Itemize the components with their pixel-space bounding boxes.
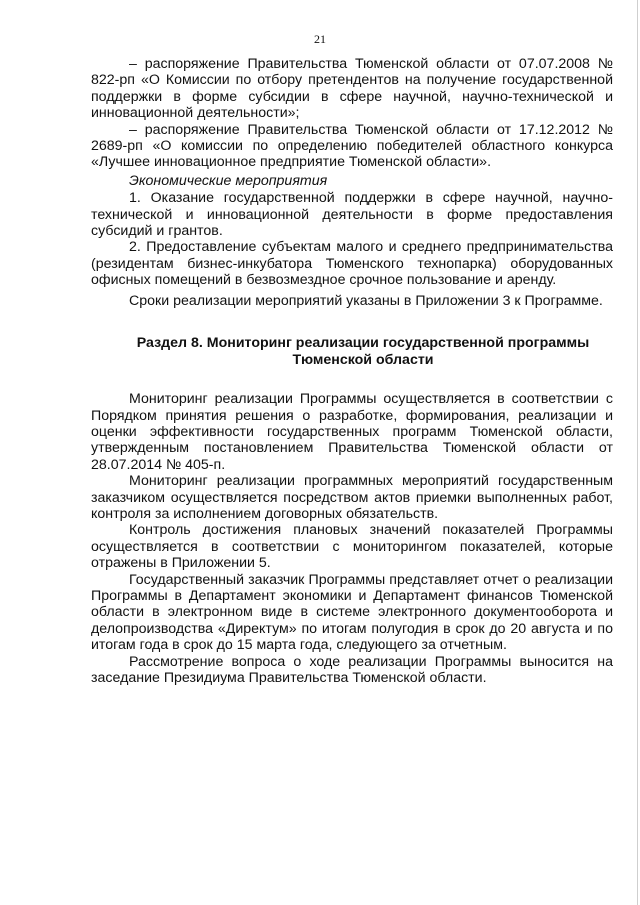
measure-item-1: 1. Оказание государственной поддержки в сфере научной, научно-технической и инновационной деятельности в форме предоставления субсидий и грантов. bbox=[91, 190, 613, 240]
monitoring-paragraph-3: Контроль достижения плановых значений показателей Программы осуществляется в соответствии с мониторингом показателей, которые отражены в Приложении 5. bbox=[91, 522, 613, 572]
monitoring-paragraph-1: Мониторинг реализации Программы осуществляется в соответствии с Порядком принятия решения о разработке, формирования, реализации и оценки эффективности государственных программ Тюменской области, утвержденным постановлением Правительства Тюменской области от 28.07.2014 № 405-п. bbox=[91, 391, 613, 473]
page-edge-line bbox=[637, 0, 638, 905]
economic-measures-heading: Экономические мероприятия bbox=[129, 172, 328, 189]
section-title-line-2: Тюменской области bbox=[292, 352, 434, 369]
page-number: 21 bbox=[314, 32, 326, 46]
monitoring-paragraph-2: Мониторинг реализации программных мероприятий государственным заказчиком осуществляется посредством актов приемки выполненных работ, контроля за исполнением договорных обязательств. bbox=[91, 473, 613, 522]
document-body bbox=[91, 56, 613, 686]
monitoring-paragraph-5: Рассмотрение вопроса о ходе реализации Программы выносится на заседание Президиума Правительства Тюменской области. bbox=[91, 653, 613, 686]
decree-item-2689: – распоряжение Правительства Тюменской области от 17.12.2012 № 2689-рп «О комиссии по определению победителей областного конкурса «Лучшее инновационное предприятие Тюменской области». bbox=[91, 121, 613, 171]
section-8-title bbox=[91, 335, 613, 369]
section-title-line-1: Раздел 8. Мониторинг реализации государственной программы bbox=[136, 335, 590, 352]
monitoring-paragraph-4: Государственный заказчик Программы представляет отчет о реализации Программы в Департамент экономики и Департамент финансов Тюменской области в электронном виде в системе электронного документооборота и делопроизводства «Директум» по итогам полугодия в срок до 20 августа и по итогам года в срок до 15 марта года, следующего за отчетным. bbox=[91, 571, 613, 654]
decree-item-822: – распоряжение Правительства Тюменской области от 07.07.2008 № 822-рп «О Комиссии по отбору претендентов на получение государственной поддержки в форме субсидии в сфере научной, научно-технической и инновационной деятельности»; bbox=[91, 56, 613, 122]
implementation-terms: Сроки реализации мероприятий указаны в Приложении 3 к Программе. bbox=[129, 292, 603, 309]
measure-item-2: 2. Предоставление субъектам малого и среднего предпринимательства (резидентам бизнес-инкубатора Тюменского технопарка) оборудованных офисных помещений в безвозмездное срочное пользование и аренду. bbox=[91, 239, 613, 289]
